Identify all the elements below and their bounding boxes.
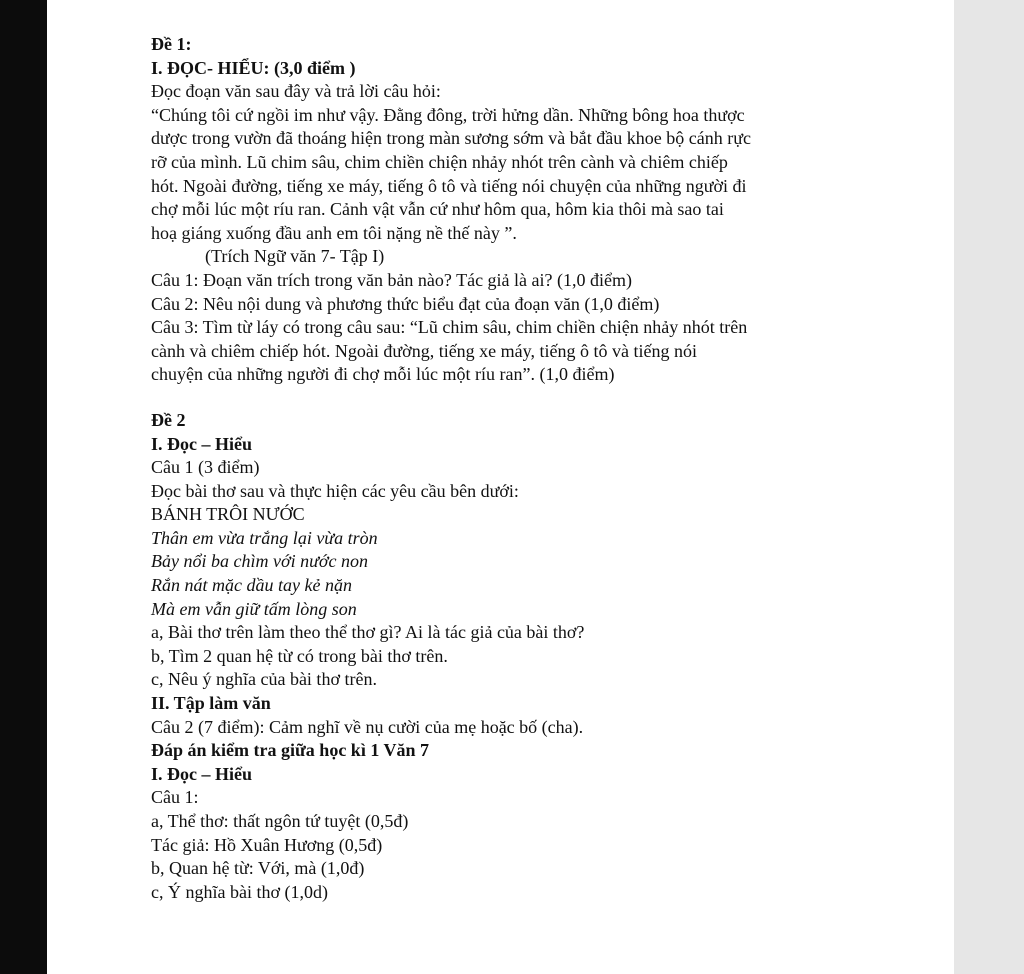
question-line: cành và chiêm chiếp hót. Ngoài đường, tiếng xe máy, tiếng ô tô và tiếng nói — [151, 340, 697, 361]
exam1-instruction: Đọc đoạn văn sau đây và trả lời câu hỏi: — [151, 81, 441, 102]
answer-line: b, Quan hệ từ: Với, mà (1,0đ) — [151, 858, 365, 879]
document-page — [47, 0, 954, 974]
question-line: Câu 3: Tìm từ láy có trong câu sau: “Lũ chim sâu, chim chiền chiện nhảy nhót trên — [151, 317, 748, 338]
answer-line: c, Ý nghĩa bài thơ (1,0d) — [151, 881, 328, 902]
exam2-section-reading: I. Đọc – Hiểu — [151, 433, 252, 454]
passage-line: rỡ của mình. Lũ chim sâu, chim chiền chiện nhảy nhót trên cành và chiêm chiếp — [151, 151, 728, 172]
exam1-title: Đề 1: — [151, 34, 192, 54]
task-line: b, Tìm 2 quan hệ từ có trong bài thơ trên. — [151, 645, 448, 666]
poem-line: Thân em vừa trắng lại vừa tròn — [151, 527, 378, 548]
answers-title: Đáp án kiểm tra giữa học kì 1 Văn 7 — [151, 740, 429, 761]
document-content — [151, 33, 871, 904]
passage-source: (Trích Ngữ văn 7- Tập I) — [205, 246, 385, 267]
passage-line: hót. Ngoài đường, tiếng xe máy, tiếng ô tô và tiếng nói chuyện của những người đi — [151, 175, 747, 196]
answers-section: I. Đọc – Hiểu — [151, 763, 252, 784]
poem-line: Rắn nát mặc dầu tay kẻ nặn — [151, 575, 352, 596]
exam2-question-1: Câu 1 (3 điểm) — [151, 457, 260, 478]
right-margin — [954, 0, 1024, 974]
answers-question-1: Câu 1: — [151, 787, 199, 808]
passage-line: chợ mỗi lúc một ríu ran. Cảnh vật vẫn cứ như hôm qua, hôm kia thôi mà sao tai — [151, 199, 724, 220]
left-dark-margin — [0, 0, 47, 974]
question-line: Câu 1: Đoạn văn trích trong văn bản nào? Tác giả là ai? (1,0 điểm) — [151, 269, 632, 290]
task-line: a, Bài thơ trên làm theo thể thơ gì? Ai là tác giả của bài thơ? — [151, 622, 585, 643]
answer-line: Tác giả: Hồ Xuân Hương (0,5đ) — [151, 834, 383, 855]
poem-line: Mà em vẫn giữ tấm lòng son — [151, 598, 357, 619]
passage-line: “Chúng tôi cứ ngồi im như vậy. Đằng đông, trời hửng dần. Những bông hoa thược — [151, 104, 745, 125]
exam2-question-2: Câu 2 (7 điểm): Cảm nghĩ về nụ cười của mẹ hoặc bố (cha). — [151, 716, 584, 737]
exam2-instruction: Đọc bài thơ sau và thực hiện các yêu cầu bên dưới: — [151, 480, 519, 501]
task-line: c, Nêu ý nghĩa của bài thơ trên. — [151, 669, 377, 690]
passage-line: dược trong vườn đã thoáng hiện trong màn sương sớm và bắt đầu khoe bộ cánh rực — [151, 128, 751, 149]
section-gap — [151, 387, 871, 409]
exam2-section-writing: II. Tập làm văn — [151, 693, 271, 714]
passage-line: hoạ giáng xuống đầu anh em tôi nặng nề thế này ”. — [151, 222, 517, 243]
poem-line: Bảy nổi ba chìm với nước non — [151, 551, 368, 572]
exam2-title: Đề 2 — [151, 409, 186, 430]
exam1-section: I. ĐỌC- HIỂU: (3,0 điểm ) — [151, 57, 356, 78]
poem-title: BÁNH TRÔI NƯỚC — [151, 504, 305, 525]
answer-line: a, Thể thơ: thất ngôn tứ tuyệt (0,5đ) — [151, 811, 409, 831]
question-line: chuyện của những người đi chợ mỗi lúc một ríu ran”. (1,0 điểm) — [151, 364, 615, 385]
question-line: Câu 2: Nêu nội dung và phương thức biểu đạt của đoạn văn (1,0 điểm) — [151, 293, 660, 314]
